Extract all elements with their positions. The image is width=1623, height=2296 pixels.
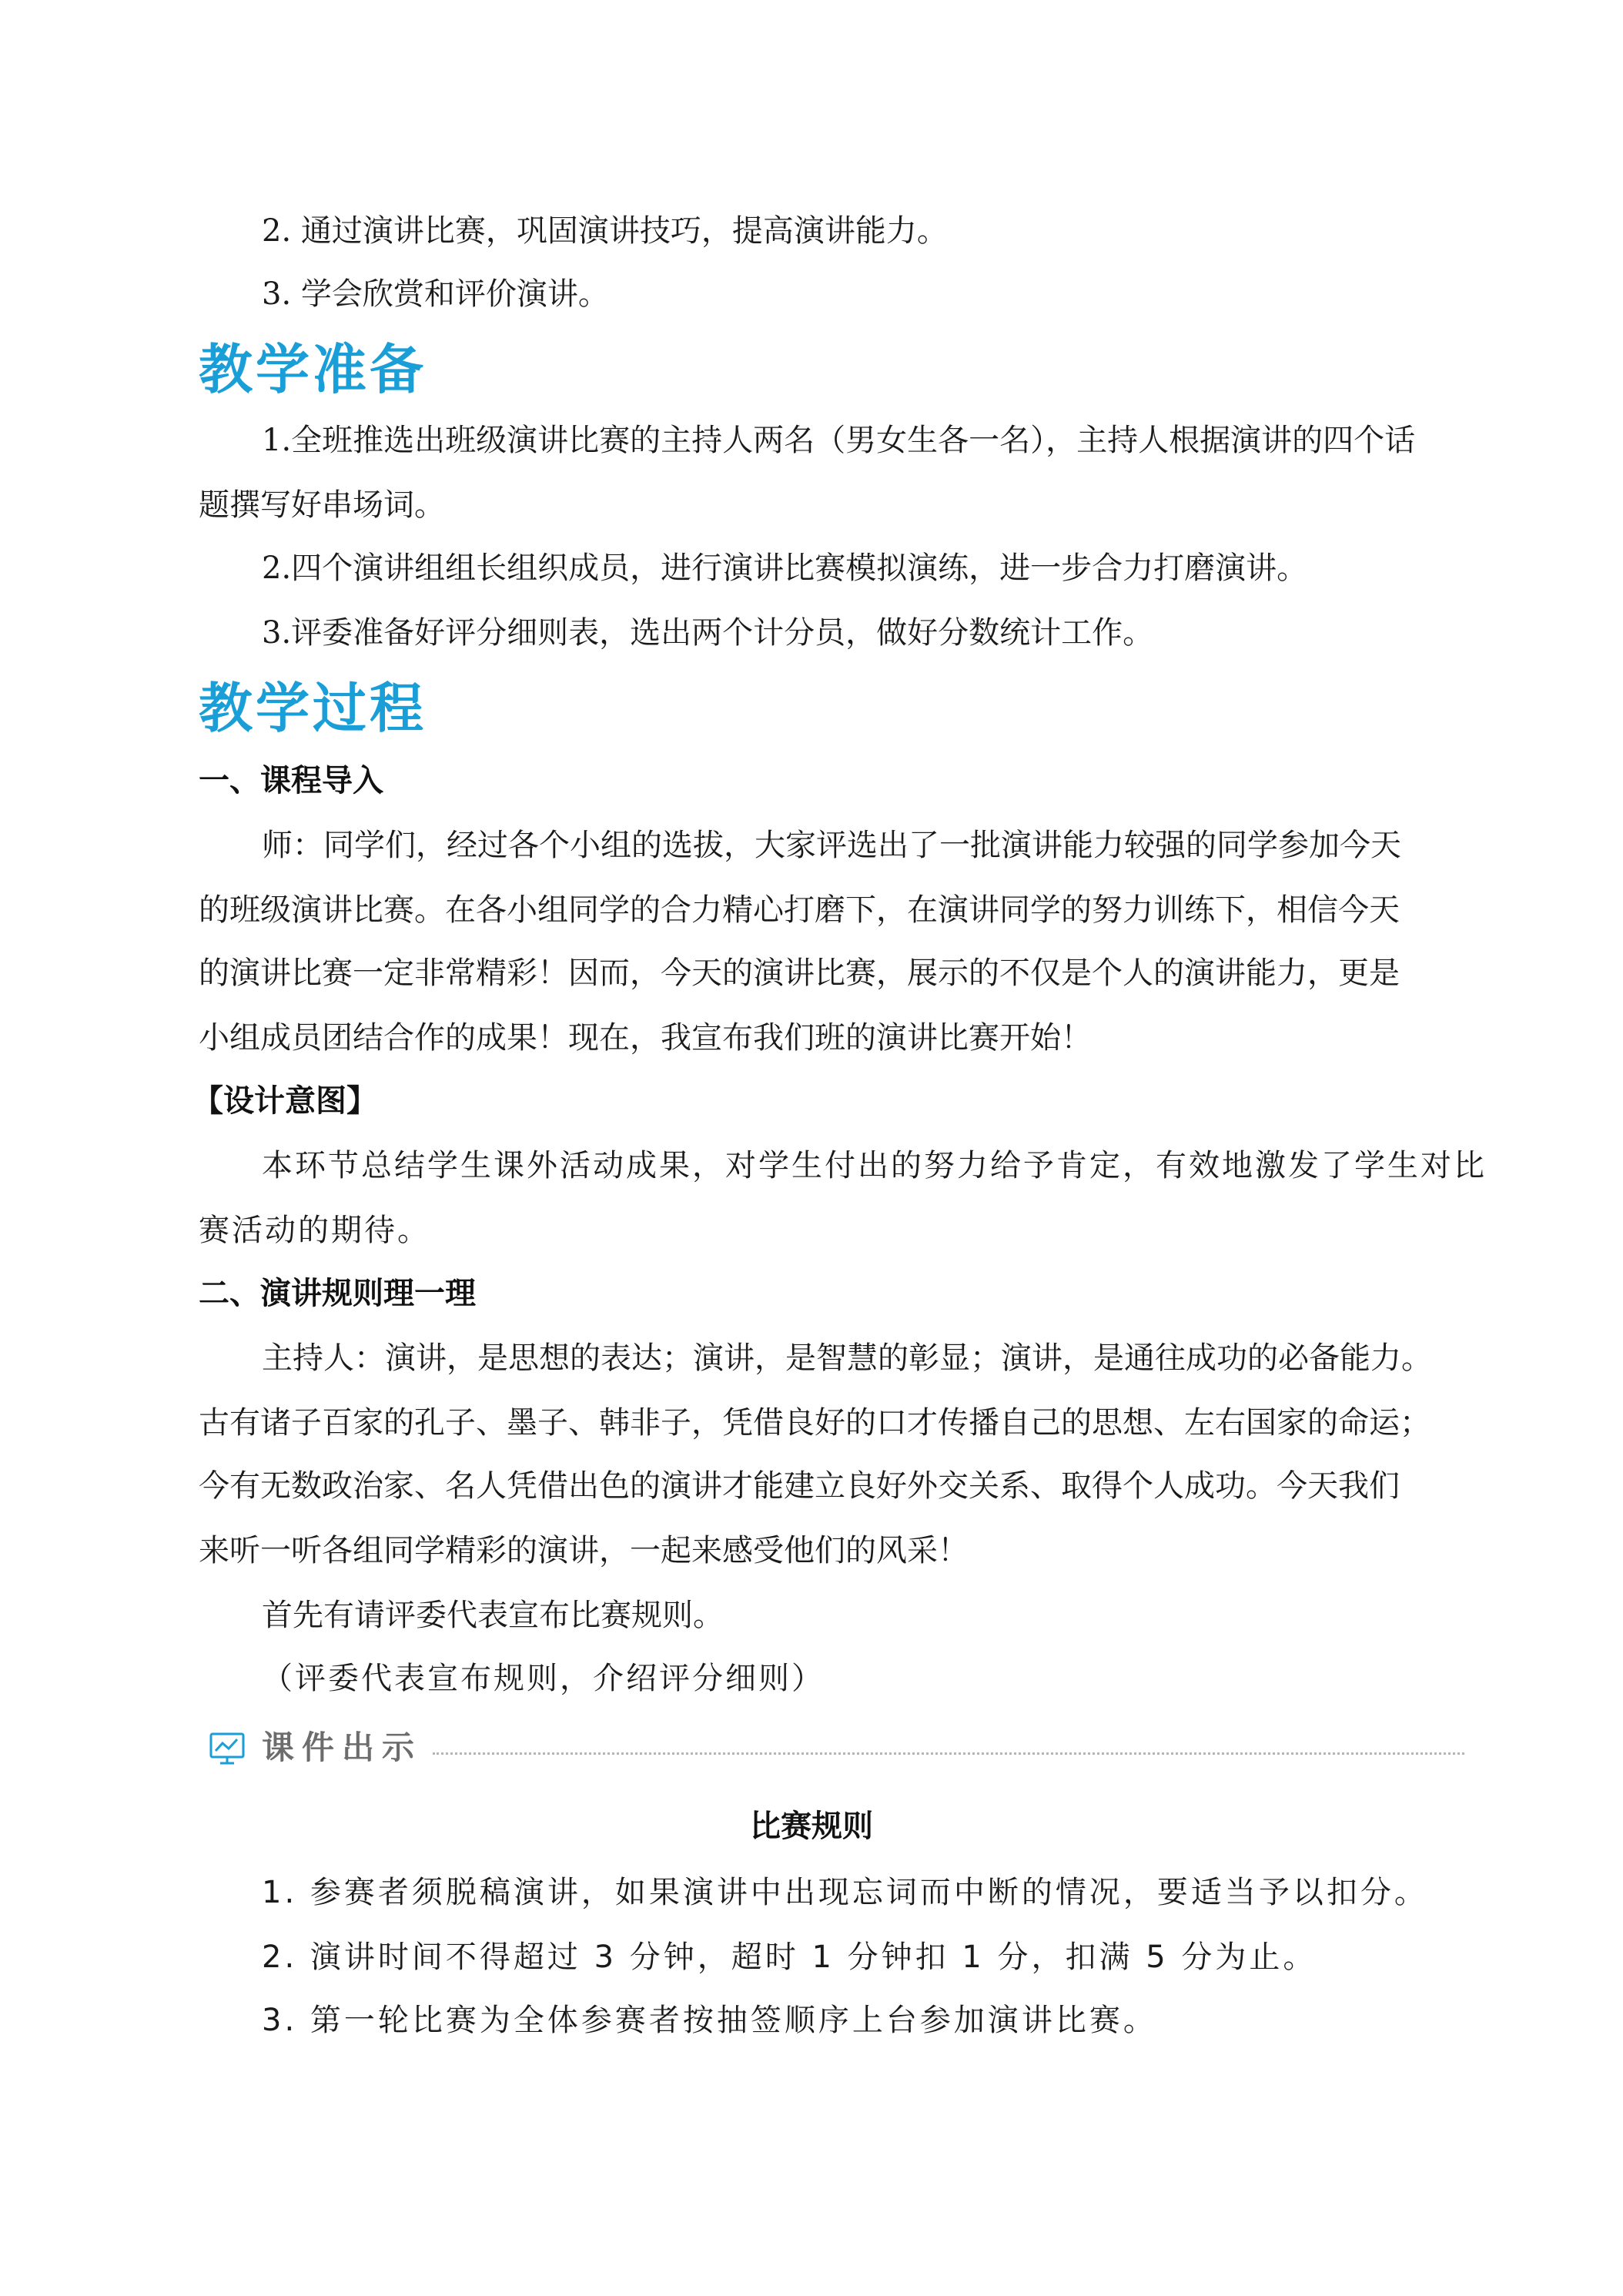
design-intent-title: 【设计意图】	[192, 1083, 377, 1119]
courseware-label: 课件出示	[262, 1729, 423, 1766]
host-line-1: 主持人：演讲，是思想的表达；演讲，是智慧的彰显；演讲，是通往成功的必备能力。	[262, 1340, 1432, 1376]
design-intent-line-2: 赛活动的期待。	[199, 1213, 430, 1248]
rule-item-2: 2. 演讲时间不得超过 3 分钟，超时 1 分钟扣 1 分，扣满 5 分为止。	[262, 1940, 1317, 1975]
preparation-item-1-line-2: 题撰写好串场词。	[199, 487, 445, 523]
preparation-heading: 教学准备	[199, 338, 427, 401]
preparation-item-2: 2.四个演讲组组长组织成员，进行演讲比赛模拟演练，进一步合力打磨演讲。	[262, 551, 1308, 586]
process-heading: 教学过程	[199, 677, 427, 740]
preparation-item-3: 3.评委准备好评分细则表，选出两个计分员，做好分数统计工作。	[262, 615, 1154, 651]
design-intent-line-1: 本环节总结学生课外活动成果，对学生付出的努力给予肯定，有效地激发了学生对比	[262, 1148, 1487, 1183]
courseware-dotted-divider	[433, 1752, 1464, 1755]
section-2-title: 二、演讲规则理一理	[199, 1276, 476, 1311]
section-1-para-line-3: 的演讲比赛一定非常精彩！因而，今天的演讲比赛，展示的不仅是个人的演讲能力，更是	[199, 956, 1400, 991]
host-line-3: 今有无数政治家、名人凭借出色的演讲才能建立良好外交关系、取得个人成功。今天我们	[199, 1468, 1400, 1504]
rule-item-3: 3. 第一轮比赛为全体参赛者按抽签顺序上台参加演讲比赛。	[262, 2003, 1157, 2038]
host-line-4: 来听一听各组同学精彩的演讲，一起来感受他们的风采！	[199, 1533, 969, 1568]
rules-title: 比赛规则	[750, 1809, 873, 1844]
courseware-banner	[202, 1725, 1464, 1771]
objective-item-3: 3. 学会欣赏和评价演讲。	[262, 276, 609, 312]
invite-line: 首先有请评委代表宣布比赛规则。	[262, 1598, 724, 1633]
presentation-board-icon	[208, 1729, 246, 1768]
section-1-para-line-2: 的班级演讲比赛。在各小组同学的合力精心打磨下，在演讲同学的努力训练下，相信今天	[199, 892, 1400, 928]
section-1-para-line-1: 师：同学们，经过各个小组的选拔，大家评选出了一批演讲能力较强的同学参加今天	[262, 828, 1401, 863]
section-1-para-line-4: 小组成员团结合作的成果！现在，我宣布我们班的演讲比赛开始！	[199, 1020, 1092, 1056]
rule-item-1: 1. 参赛者须脱稿演讲，如果演讲中出现忘词而中断的情况，要适当予以扣分。	[262, 1875, 1428, 1910]
objective-item-2: 2. 通过演讲比赛，巩固演讲技巧，提高演讲能力。	[262, 213, 948, 249]
host-line-2: 古有诸子百家的孔子、墨子、韩非子，凭借良好的口才传播自己的思想、左右国家的命运；	[199, 1405, 1431, 1441]
stage-note: （评委代表宣布规则，介绍评分细则）	[262, 1661, 825, 1696]
preparation-item-1-line-1: 1.全班推选出班级演讲比赛的主持人两名（男女生各一名），主持人根据演讲的四个话	[262, 423, 1416, 458]
section-1-title: 一、课程导入	[199, 763, 383, 798]
